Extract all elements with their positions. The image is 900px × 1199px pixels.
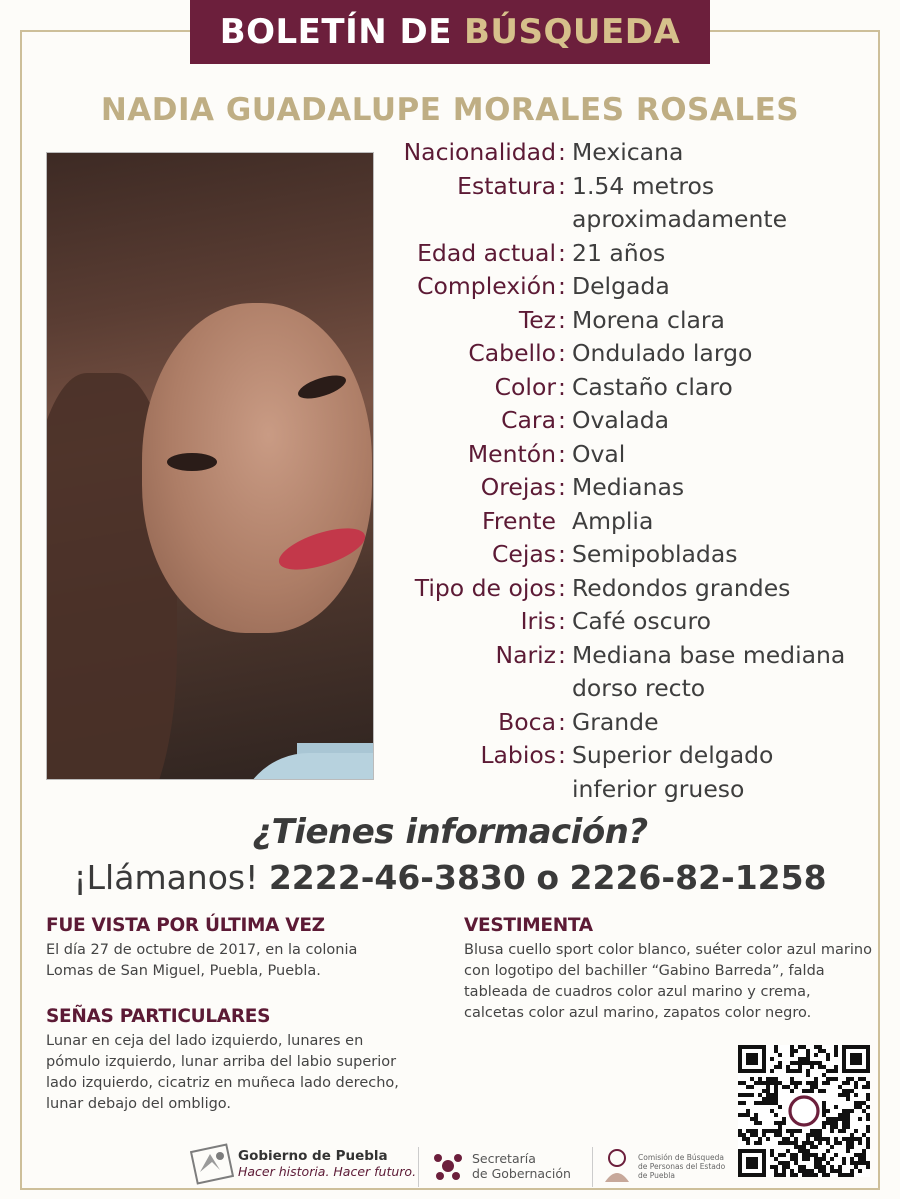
detail-value: Amplia	[572, 506, 654, 535]
detail-label: Orejas	[480, 473, 556, 501]
detail-value: Ondulado largo	[572, 339, 753, 367]
comision-line3: de Puebla	[638, 1170, 675, 1180]
last-seen-text: El día 27 de octubre de 2017, en la colonia Lomas de San Miguel, Puebla, Puebla.	[46, 942, 358, 979]
physical-description-list	[370, 136, 880, 806]
detail-colon: :	[558, 138, 566, 166]
detail-value: Grande	[572, 707, 659, 736]
detail-colon: :	[558, 272, 566, 300]
detail-row	[370, 270, 880, 304]
detail-value: Morena clara	[572, 305, 725, 334]
detail-row	[370, 337, 880, 371]
detail-label: Tipo de ojos	[414, 573, 556, 602]
banner-title-part1: BOLETÍN DE	[219, 12, 452, 52]
detail-row	[370, 505, 880, 539]
detail-row	[370, 706, 880, 740]
detail-value: Castaño claro	[572, 372, 733, 401]
detail-label: Cara	[501, 406, 556, 434]
comision-logo-icon	[600, 1146, 634, 1186]
detail-row	[370, 136, 880, 170]
detail-row	[370, 404, 880, 438]
detail-label: Estatura	[457, 171, 556, 200]
detail-value: Redondos grandes	[572, 573, 791, 602]
secretaria-logo	[430, 1148, 571, 1184]
footer-divider	[592, 1147, 593, 1187]
detail-value: 21 años	[572, 238, 666, 267]
bulletin-banner	[190, 0, 710, 64]
detail-label: Boca	[498, 707, 556, 736]
detail-row	[370, 739, 880, 806]
detail-row	[370, 538, 880, 572]
detail-value: Superior delgado inferior grueso	[572, 741, 774, 803]
marks-text: Lunar en ceja del lado izquierdo, lunares en pómulo izquierdo, lunar arriba del labio superior lado izquierdo, cicatriz en muñeca lado derecho, lunar debajo del ombligo.	[46, 1033, 399, 1112]
detail-value: 1.54 metros aproximadamente	[572, 171, 788, 233]
detail-colon: :	[558, 607, 566, 635]
detail-colon: :	[558, 741, 566, 769]
detail-label: Nacionalidad	[403, 138, 556, 166]
detail-row	[370, 572, 880, 606]
qr-code-icon[interactable]	[738, 1045, 870, 1177]
call-line	[0, 858, 900, 897]
detail-colon: :	[558, 540, 566, 568]
detail-colon	[558, 505, 572, 539]
banner-title-part2: BÚSQUEDA	[464, 12, 681, 52]
call-prefix: ¡Llámanos!	[73, 858, 259, 897]
detail-row	[370, 371, 880, 405]
detail-colon: :	[558, 473, 566, 501]
detail-row	[370, 170, 880, 237]
detail-colon: :	[558, 171, 566, 200]
missing-person-photo	[46, 152, 374, 780]
detail-value: Oval	[572, 439, 626, 468]
detail-row	[370, 471, 880, 505]
detail-label: Iris	[520, 607, 556, 635]
detail-colon: :	[558, 339, 566, 367]
gov-slogan: Hacer historia. Hacer futuro.	[238, 1164, 417, 1179]
detail-colon: :	[558, 372, 566, 401]
gov-name: Gobierno de Puebla	[238, 1148, 388, 1164]
detail-colon: :	[558, 406, 566, 434]
clothing-heading: VESTIMENTA	[464, 915, 593, 936]
missing-person-name: NADIA GUADALUPE MORALES ROSALES	[100, 92, 800, 128]
detail-value: Semipobladas	[572, 540, 738, 568]
detail-label: Frente	[482, 506, 556, 535]
detail-colon: :	[558, 573, 566, 602]
comision-line1: Comisión de Búsqueda	[638, 1152, 724, 1162]
last-seen-heading: FUE VISTA POR ÚLTIMA VEZ	[46, 915, 325, 936]
footer-divider	[418, 1147, 419, 1187]
detail-label: Labios	[480, 741, 556, 769]
detail-colon: :	[558, 640, 566, 669]
detail-label: Complexión	[417, 272, 556, 300]
detail-label: Mentón	[467, 439, 556, 468]
secretaria-logo-icon	[430, 1148, 466, 1184]
detail-label: Cabello	[468, 339, 556, 367]
secretaria-line1: Secretaría	[472, 1151, 536, 1166]
detail-label: Cejas	[491, 540, 556, 568]
detail-value: Ovalada	[572, 406, 670, 434]
detail-row	[370, 605, 880, 639]
detail-value: Mexicana	[572, 138, 684, 166]
phone-number-2[interactable]: 2226-82-1258	[569, 858, 827, 897]
detail-row	[370, 438, 880, 472]
gobierno-puebla-logo-icon	[190, 1142, 234, 1186]
gobierno-puebla-logo	[190, 1142, 416, 1186]
detail-colon: :	[558, 305, 566, 334]
detail-label: Edad actual	[417, 238, 556, 267]
detail-colon: :	[558, 707, 566, 736]
detail-value: Mediana base mediana dorso recto	[572, 640, 846, 702]
detail-value: Café oscuro	[572, 607, 711, 635]
comision-line2: de Personas del Estado	[638, 1161, 726, 1171]
detail-label: Nariz	[495, 640, 556, 669]
detail-row	[370, 639, 880, 706]
comision-logo	[600, 1146, 725, 1186]
detail-row	[370, 304, 880, 338]
detail-row	[370, 237, 880, 271]
detail-colon: :	[558, 439, 566, 468]
secretaria-line2: de Gobernación	[472, 1166, 571, 1181]
info-question: ¿Tienes información?	[252, 812, 648, 852]
detail-value: Delgada	[572, 272, 670, 300]
marks-heading: SEÑAS PARTICULARES	[46, 1006, 271, 1027]
detail-label: Color	[494, 372, 556, 401]
phone-connector: o	[536, 858, 560, 897]
phone-number-1[interactable]: 2222-46-3830	[268, 858, 526, 897]
detail-colon: :	[558, 238, 566, 267]
detail-value: Medianas	[572, 473, 685, 501]
detail-label: Tez	[518, 305, 556, 334]
clothing-text: Blusa cuello sport color blanco, suéter color azul marino con logotipo del bachiller “Gabino Barreda”, falda tableada de cuadros color azul marino y crema, calcetas color azul marino, zapatos color negro.	[464, 942, 872, 1021]
